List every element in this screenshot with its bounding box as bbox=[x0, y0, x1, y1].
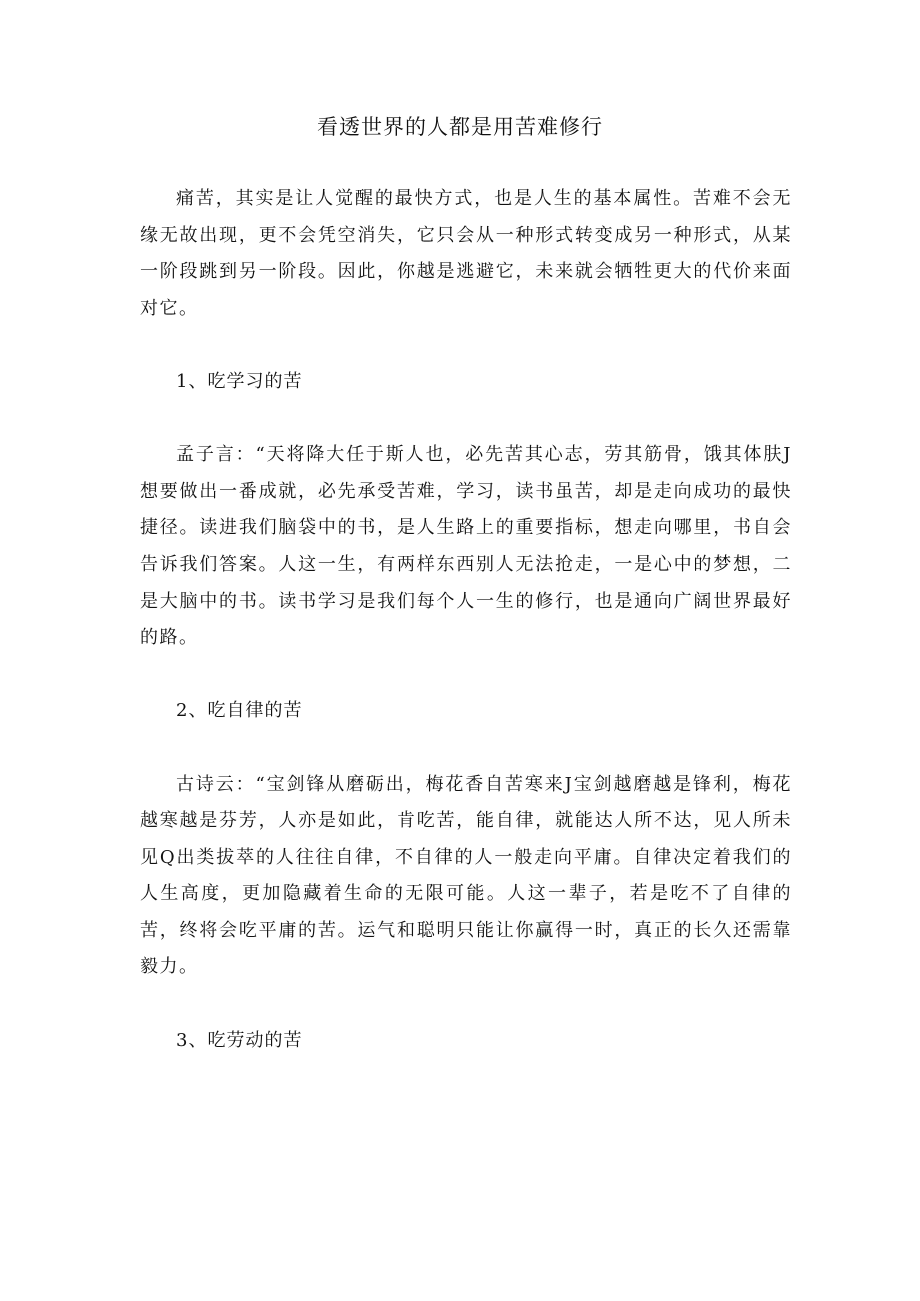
section-heading-2: 2、吃自律的苦 bbox=[176, 700, 303, 722]
paragraph-spacer bbox=[140, 730, 792, 767]
document-title: 看透世界的人都是用苦难修行 bbox=[317, 115, 603, 139]
intro-paragraph: 痛苦，其实是让人觉醒的最快方式，也是人生的基本属性。苦难不会无缘无故出现，更不会凭空消失，它只会从一种形式转变成另一种形式，从某一阶段跳到另一阶段。因此，你越是逃避它，未来就会牺牲更大的代价来面对它。 bbox=[140, 188, 792, 319]
paragraph-spacer bbox=[140, 657, 792, 694]
section-paragraph-2: 古诗云：“宝剑锋从磨砺出，梅花香自苦寒来J宝剑越磨越是锋利，梅花越寒越是芬芳，人亦是如此，肯吃苦，能自律，就能达人所不达，见人所未见Q出类拔萃的人往往自律，不自律的人一般走向平庸。自律决定着我们的人生高度，更加隐藏着生命的无限可能。人这一辈子，若是吃不了自律的苦，终将会吃平庸的苦。运气和聪明只能让你赢得一时，真正的长久还需靠毅力。 bbox=[140, 773, 792, 978]
document-body bbox=[140, 181, 792, 1059]
section-heading-1: 1、吃学习的苦 bbox=[176, 370, 303, 392]
section-heading-3: 3、吃劳动的苦 bbox=[176, 1029, 303, 1051]
section-paragraph-1: 孟子言：“天将降大任于斯人也，必先苦其心志，劳其筋骨，饿其体肤J想要做出一番成就，必先承受苦难，学习，读书虽苦，却是走向成功的最快捷径。读进我们脑袋中的书，是人生路上的重要指标，想走向哪里，书自会告诉我们答案。人这一生，有两样东西别人无法抢走，一是心中的梦想，二是大脑中的书。读书学习是我们每个人一生的修行，也是通向广阔世界最好的路。 bbox=[140, 444, 792, 649]
paragraph-spacer bbox=[140, 327, 792, 364]
paragraph-spacer bbox=[140, 986, 792, 1023]
paragraph-spacer bbox=[140, 401, 792, 438]
